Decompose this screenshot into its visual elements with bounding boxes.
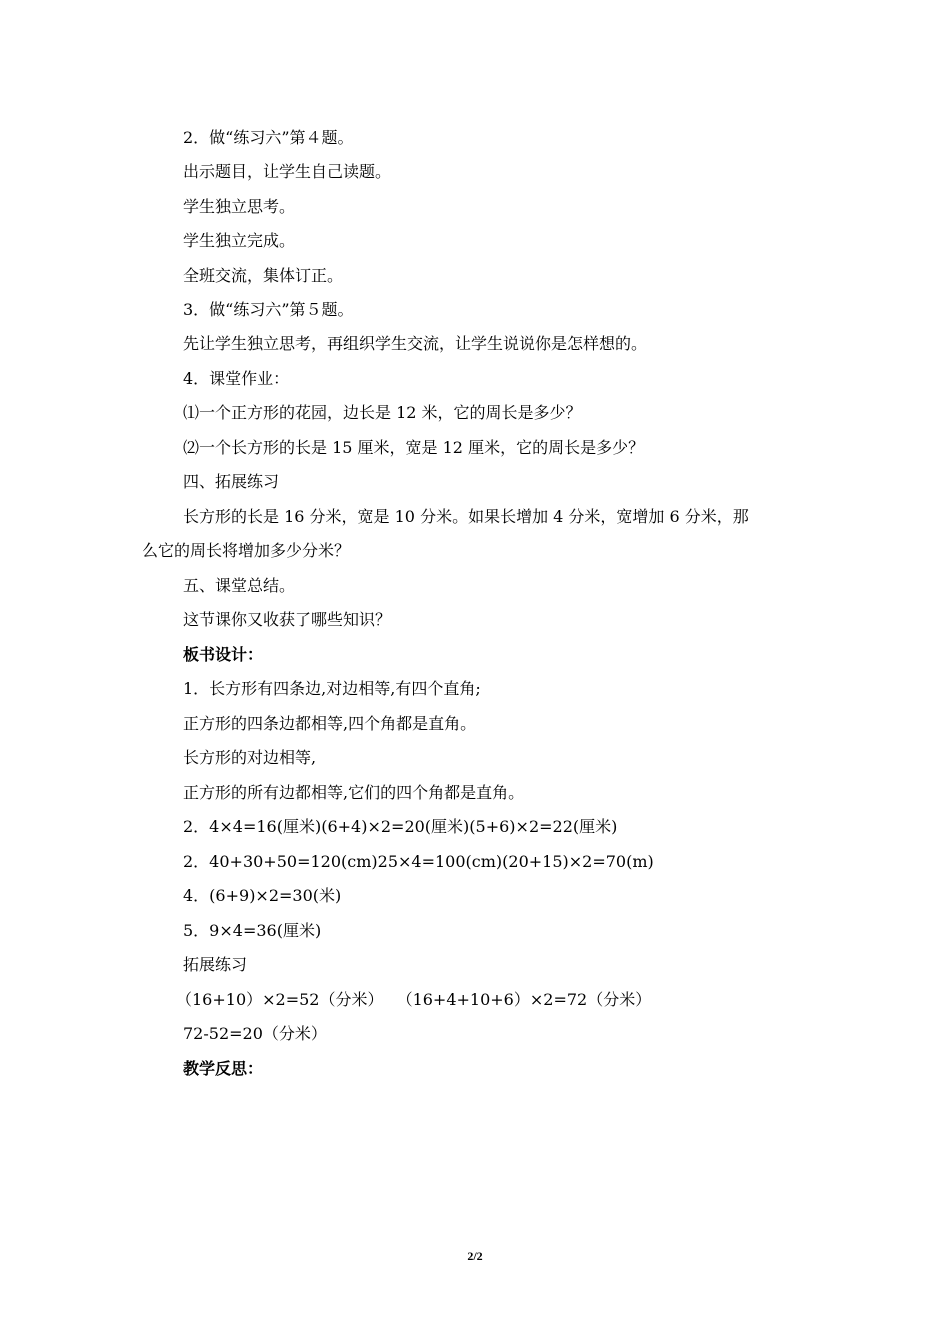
board-square-properties: 正方形的四条边都相等,四个角都是直角。 [183,714,477,733]
step-4-classwork-heading: 4．课堂作业： [183,369,290,388]
page-number: 2/2 [467,1249,483,1263]
board-answers-line-2: 2．40+30+50=120(cm)25×4=100(cm)(20+15)×2=70(m) [183,852,654,871]
classwork-question-1: ⑴一个正方形的花园，边长是 12 米，它的周长是多少？ [183,403,582,422]
board-answers-line-1: 2．4×4=16(厘米)(6+4)×2=20(厘米)(5+6)×2=22(厘米) [183,817,618,836]
classwork-question-2: ⑵一个长方形的长是 15 厘米，宽是 12 厘米，它的周长是多少？ [183,438,645,457]
think-independently-text: 学生独立思考。 [183,197,296,216]
board-answers-line-5: 5．9×4=36(厘米) [183,921,322,940]
extension-problem-line-1: 长方形的长是 16 分米，宽是 10 分米。如果长增加 4 分米，宽增加 6 分米，那 [183,507,749,526]
board-square-all-sides: 正方形的所有边都相等,它们的四个角都是直角。 [183,783,525,802]
think-then-discuss-text: 先让学生独立思考，再组织学生交流，让学生说说你是怎样想的。 [183,334,648,353]
extension-problem-line-2: 么它的周长将增加多少分米？ [142,541,351,560]
step-2-exercise-6-q4: 2．做“练习六”第４题。 [183,128,354,147]
show-question-text: 出示题目，让学生自己读题。 [183,162,392,181]
teaching-reflection-heading: 教学反思： [183,1059,264,1078]
step-3-exercise-6-q5: 3．做“练习六”第５题。 [183,300,354,319]
board-extension-heading: 拓展练习 [183,955,248,974]
board-design-heading: 板书设计： [183,645,264,664]
board-rectangle-properties: 1．长方形有四条边,对边相等,有四个直角; [183,679,481,698]
board-answers-line-4: 4．(6+9)×2=30(米) [183,886,342,905]
board-extension-calc-2: 72-52=20（分米） [183,1024,327,1043]
board-rectangle-opposite-sides: 长方形的对边相等, [183,748,317,767]
summary-question-text: 这节课你又收获了哪些知识？ [183,610,392,629]
class-discussion-text: 全班交流，集体订正。 [183,266,344,285]
complete-independently-text: 学生独立完成。 [183,231,296,250]
board-extension-calc-1: （16+10）×2=52（分米） （16+4+10+6）×2=72（分米） [176,990,652,1009]
section-5-summary-heading: 五、课堂总结。 [183,576,296,595]
section-4-extension-heading: 四、拓展练习 [183,472,280,491]
